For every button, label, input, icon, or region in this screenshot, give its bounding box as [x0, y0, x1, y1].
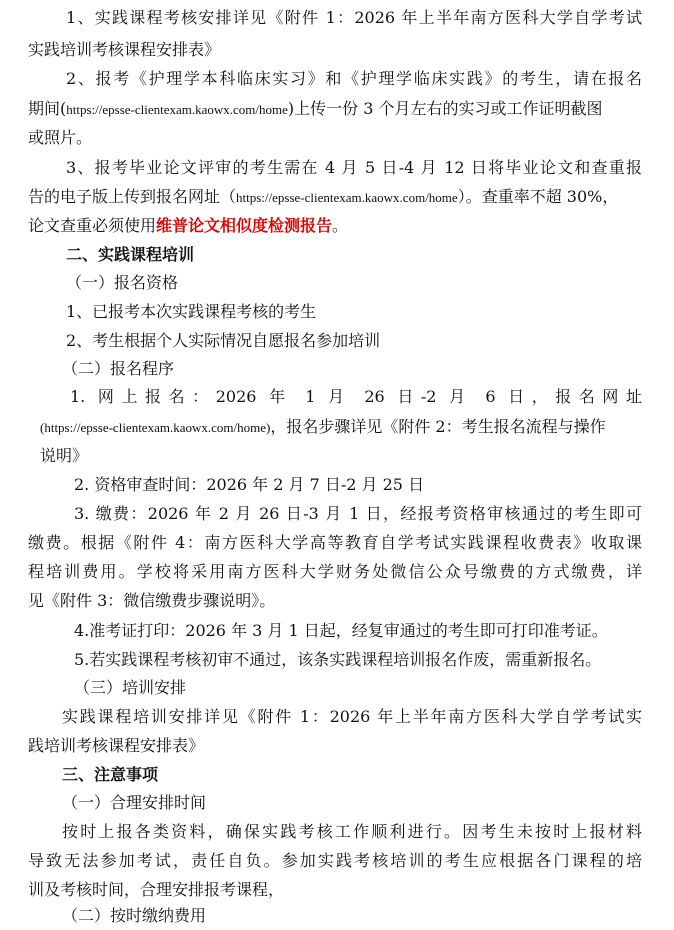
text-line: 按时上报各类资料，确保实践考核工作顺利进行。因考生未按时上报材料	[62, 822, 642, 841]
text-line: 实践课程培训安排详见《附件 1：2026 年上半年南方医科大学自学考试实	[62, 707, 642, 726]
text-line: 1. 网上报名：2026 年 1 月 26 日-2 月 6 日，报名网址	[70, 387, 642, 406]
text-line: 2、报考《护理学本科临床实习》和《护理学临床实践》的考生，请在报名	[66, 69, 642, 88]
subsection-heading: （二）按时缴纳费用	[62, 906, 207, 925]
text-line: 导致无法参加考试，责任自负。参加实践考核培训的考生应根据各门课程的培	[28, 851, 642, 870]
section-heading: 二、实践课程培训	[66, 245, 195, 264]
text-line	[28, 187, 618, 208]
website-url: (https://epsse-clientexam.kaowx.com/home)	[40, 420, 271, 435]
text-line: 5.若实践课程考核初审不通过，该条实践课程培训报名作废，需重新报名。	[74, 650, 602, 669]
text-line: 见《附件 3：微信缴费步骤说明》。	[28, 591, 276, 610]
text-line: 1、实践课程考核安排详见《附件 1：2026 年上半年南方医科大学自学考试	[66, 8, 642, 27]
website-url: https://epsse-clientexam.kaowx.com/home	[236, 190, 458, 205]
text-line: 1、已报考本次实践课程考核的考生	[66, 302, 317, 321]
section-heading: 三、注意事项	[62, 765, 159, 784]
subsection-heading: （三）培训安排	[74, 678, 187, 697]
text-line: 训及考核时间，合理安排报考课程，	[28, 880, 285, 899]
text-span: 期间(	[28, 99, 67, 118]
website-url: https://epsse-clientexam.kaowx.com/home	[66, 102, 288, 117]
subsection-heading: （二）报名程序	[62, 359, 175, 378]
text-line: 2. 资格审查时间：2026 年 2 月 7 日-2 月 25 日	[74, 475, 425, 494]
text-line	[28, 216, 348, 236]
text-span: 。	[332, 216, 349, 235]
text-line	[40, 417, 606, 438]
text-span: 论文查重必须使用	[28, 216, 157, 235]
text-line: 3. 缴费：2026 年 2 月 26 日-3 月 1 日，经报考资格审核通过的考生即可	[74, 504, 642, 523]
text-line: 践培训考核课程安排表》	[28, 736, 205, 755]
text-line: 2、考生根据个人实际情况自愿报名参加培训	[66, 331, 381, 350]
text-span: ）。查重率不超 30%，	[457, 187, 619, 206]
text-line: 4.准考证打印：2026 年 3 月 1 日起，经复审通过的考生即可打印准考证。	[74, 621, 608, 640]
text-line: 说明》	[40, 446, 89, 465]
text-line: 或照片。	[28, 128, 93, 147]
text-line	[28, 99, 603, 120]
highlighted-text: 维普论文相似度检测报告	[156, 216, 333, 235]
text-line: 缴费。根据《附件 4：南方医科大学高等教育自学考试实践课程收费表》收取课	[28, 533, 642, 552]
subsection-heading: （一）报名资格	[66, 273, 179, 292]
subsection-heading: （一）合理安排时间	[62, 793, 207, 812]
text-line: 程培训费用。学校将采用南方医科大学财务处微信公众号缴费的方式缴费，详	[28, 562, 642, 581]
text-line: 实践培训考核课程安排表》	[28, 40, 221, 59]
text-span: 告的电子版上传到报名网址（	[28, 187, 237, 206]
text-span: ，报名步骤详见《附件 2：考生报名流程与操作	[270, 417, 606, 436]
text-span: )上传一份 3 个月左右的实习或工作证明截图	[287, 99, 603, 118]
text-line: 3、报考毕业论文评审的考生需在 4 月 5 日-4 月 12 日将毕业论文和查重报	[66, 158, 642, 177]
